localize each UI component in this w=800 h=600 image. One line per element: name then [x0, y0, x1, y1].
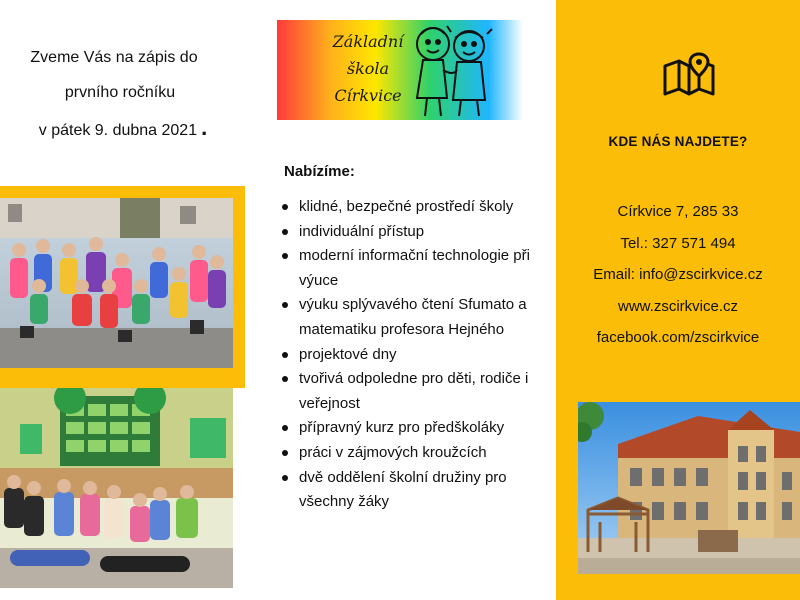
map-pin-icon [662, 52, 716, 98]
photo-children-outdoor [0, 198, 233, 368]
contact-facebook[interactable]: facebook.com/zscirkvice [596, 329, 760, 346]
list-item: výuku splývavého čtení Sfumato a matematiku profesora Hejného [282, 293, 552, 342]
photo-school-building [578, 402, 800, 574]
list-item: práci v zájmových kroužcích [282, 441, 552, 466]
offer-list [282, 195, 552, 515]
contact-panel [556, 0, 800, 600]
invitation-line-2: prvního ročníku [64, 84, 176, 101]
logo-line-3: Církvice [334, 86, 402, 105]
contact-email[interactable]: Email: info@zscirkvice.cz [593, 266, 763, 283]
photo-frame-top [0, 186, 245, 388]
invitation-dot: . [201, 115, 208, 140]
contact-info [556, 196, 800, 354]
list-item: klidné, bezpečné prostředí školy [282, 195, 552, 220]
list-item: dvě oddělení školní družiny pro všechny žáky [282, 466, 552, 515]
invitation-text [0, 40, 240, 148]
find-us-heading: KDE NÁS NAJDETE? [608, 134, 748, 149]
contact-phone: Tel.: 327 571 494 [620, 234, 736, 252]
photo-children-classroom [0, 388, 233, 588]
list-item: přípravný kurz pro předškoláky [282, 416, 552, 441]
logo-line-1: Základní [332, 32, 404, 51]
contact-website[interactable]: www.zscirkvice.cz [617, 297, 738, 315]
logo-children-illustration [407, 20, 497, 120]
offer-title: Nabízíme: [284, 163, 355, 180]
contact-address: Církvice 7, 285 33 [617, 203, 739, 220]
invitation-line-1: Zveme Vás na zápis do [30, 49, 198, 66]
logo-line-2: škola [346, 59, 390, 78]
invitation-line-3 [6, 110, 240, 148]
photo-frame-bottom [0, 388, 245, 600]
invitation-date: v pátek 9. dubna 2021 [38, 122, 198, 139]
list-item: moderní informační technologie při výuce [282, 244, 552, 293]
list-item: projektové dny [282, 343, 552, 368]
school-logo [277, 20, 523, 120]
list-item: tvořivá odpoledne pro děti, rodiče i veřejnost [282, 367, 552, 416]
list-item: individuální přístup [282, 220, 552, 245]
